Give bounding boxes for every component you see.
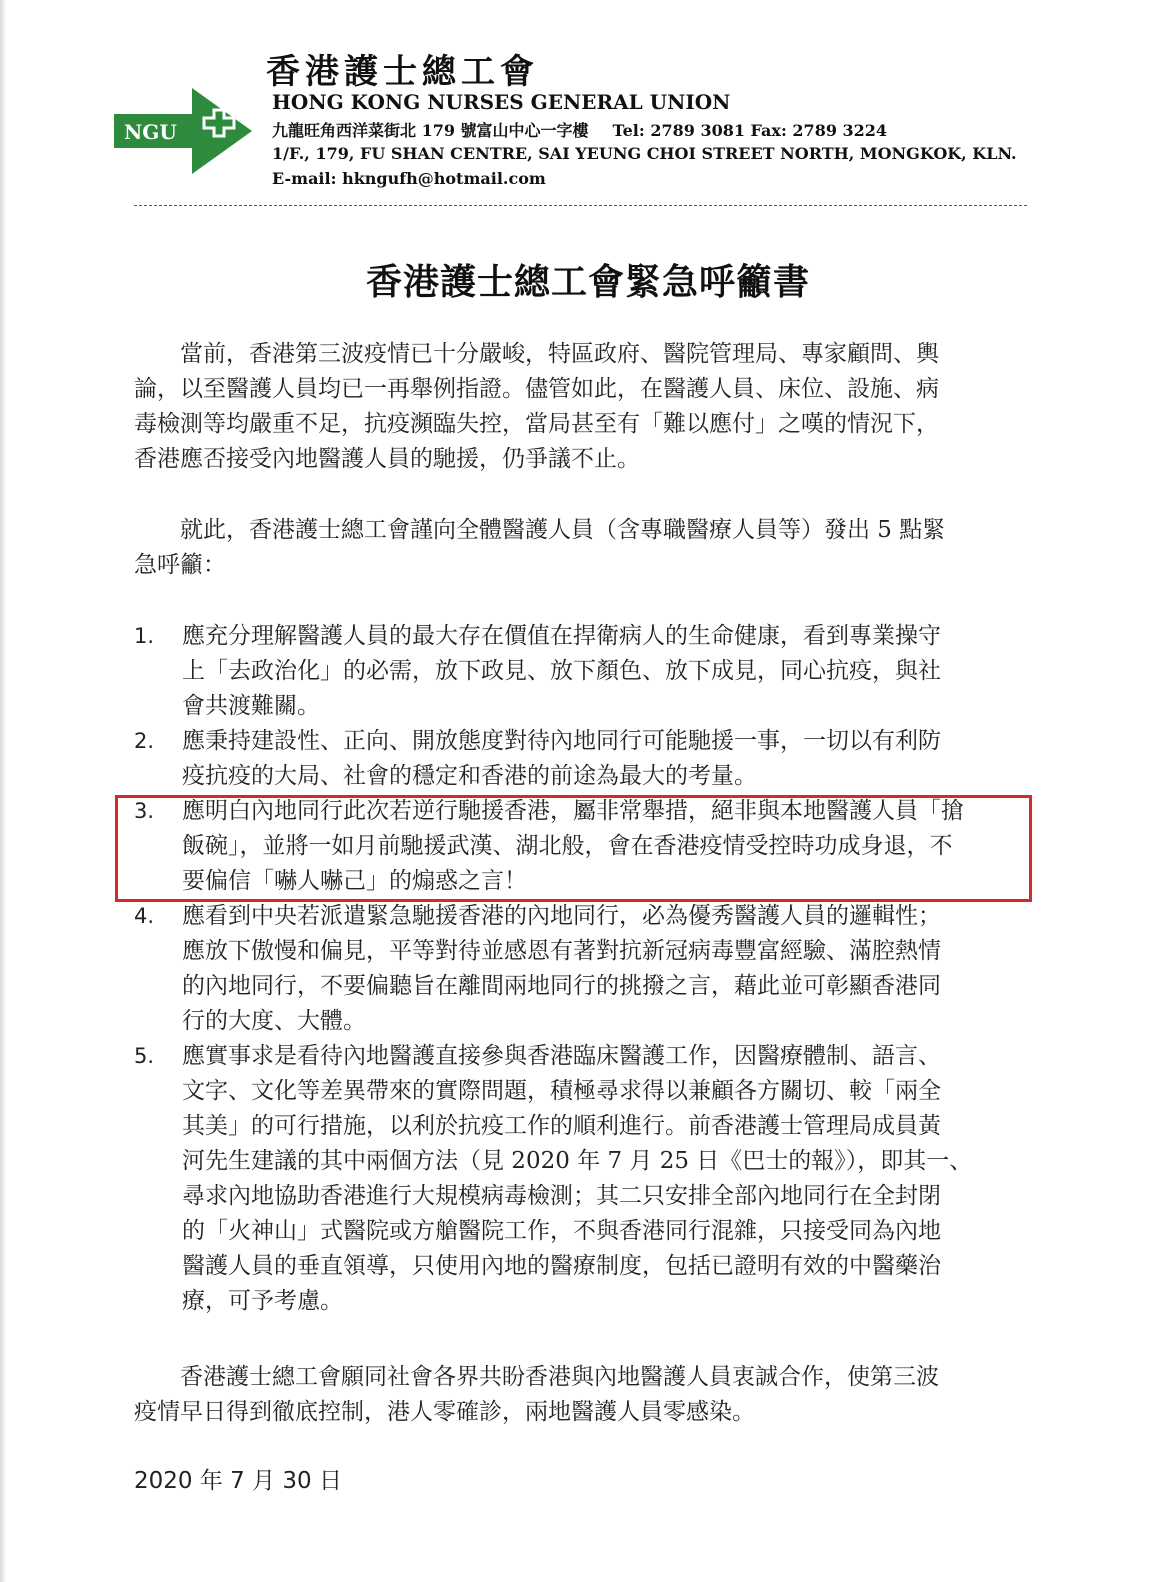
intro-line: 論，以至醫護人員均已一再舉例指證。儘管如此，在醫護人員、床位、設施、病: [134, 376, 939, 402]
item-line: 應實事求是看待內地醫護直接參與香港臨床醫護工作，因醫療體制、語言、: [182, 1043, 941, 1069]
item-line: 應看到中央若派遣緊急馳援香港的內地同行，必為優秀醫護人員的邏輯性；: [182, 903, 941, 929]
intro-line: 當前，香港第三波疫情已十分嚴峻，特區政府、醫院管理局、專家顧問、輿: [180, 341, 939, 367]
appeal-line: 就此，香港護士總工會謹向全體醫護人員（含專職醫療人員等）發出 5 點緊: [180, 517, 946, 543]
closing-line: 香港護士總工會願同社會各界共盼香港與內地醫護人員衷誠合作，使第三波: [180, 1364, 939, 1390]
item-line: 的「火神山」式醫院或方艙醫院工作，不與香港同行混雜，只接受同為內地: [182, 1218, 941, 1244]
item-line: 會共渡難關。: [182, 693, 320, 719]
item-number: 2.: [134, 729, 155, 753]
item-line: 應充分理解醫護人員的最大存在價值在捍衛病人的生命健康，看到專業操守: [182, 623, 941, 649]
page-left-edge: [0, 0, 6, 1582]
intro-line: 毒檢測等均嚴重不足，抗疫瀕臨失控，當局甚至有「難以應付」之嘆的情況下，: [134, 411, 939, 437]
item-line: 應秉持建設性、正向、開放態度對待內地同行可能馳援一事，一切以有利防: [182, 728, 941, 754]
item-line: 應放下傲慢和偏見，平等對待並感恩有著對抗新冠病毒豐富經驗、滿腔熱情: [182, 938, 941, 964]
item-line: 文字、文化等差異帶來的實際問題，積極尋求得以兼顧各方關切、較「兩全: [182, 1078, 941, 1104]
logo-text: NGU: [124, 120, 177, 144]
address-en: 1/F., 179, FU SHAN CENTRE, SAI YEUNG CHOI STREET NORTH, MONGKOK, KLN.: [272, 144, 1017, 163]
list-item: [134, 619, 1034, 724]
ngu-logo: [114, 88, 252, 174]
appeal-list: [134, 619, 1034, 1319]
contact-line-address-zh: [272, 118, 887, 141]
item-line: 要偏信「嚇人嚇己」的煽惑之言！: [182, 868, 527, 894]
closing-paragraph: [134, 1360, 1027, 1430]
item-line: 疫抗疫的大局、社會的穩定和香港的前途為最大的考量。: [182, 763, 757, 789]
item-number: 5.: [134, 1044, 155, 1068]
item-line: 尋求內地協助香港進行大規模病毒檢測；其二只安排全部內地同行在全封閉: [182, 1183, 941, 1209]
item-line: 療，可予考慮。: [182, 1288, 343, 1314]
item-line: 醫護人員的垂直領導，只使用內地的醫療制度，包括已證明有效的中醫藥治: [182, 1253, 941, 1279]
letterhead: [114, 40, 1044, 190]
item-line: 其美」的可行措施，以利於抗疫工作的順利進行。前香港護士管理局成員黃: [182, 1113, 941, 1139]
item-3-highlight-box: [115, 795, 1032, 902]
list-item: [134, 724, 1034, 794]
list-item: [134, 899, 1034, 1039]
closing-line: 疫情早日得到徹底控制，港人零確診，兩地醫護人員零感染。: [134, 1399, 755, 1425]
item-number: 1.: [134, 624, 155, 648]
item-number: 3.: [134, 799, 155, 823]
union-name-en: HONG KONG NURSES GENERAL UNION: [272, 90, 731, 114]
item-line: 行的大度、大體。: [182, 1008, 366, 1034]
appeal-line: 急呼籲：: [134, 552, 226, 578]
address-zh: 九龍旺角西洋菜街北 179 號富山中心一字樓: [272, 121, 589, 140]
item-number: 4.: [134, 904, 155, 928]
item-line: 上「去政治化」的必需，放下政見、放下顏色、放下成見，同心抗疫，與社: [182, 658, 941, 684]
appeal-paragraph: [134, 513, 1027, 583]
list-item: [134, 1039, 1034, 1319]
tel-fax: Tel: 2789 3081 Fax: 2789 3224: [612, 121, 888, 140]
union-name-zh: 香港護士總工會: [266, 52, 539, 92]
item-line: 河先生建議的其中兩個方法（見 2020 年 7 月 25 日《巴士的報》），即其一、: [182, 1148, 973, 1174]
item-line: 應明白內地同行此次若逆行馳援香港，屬非常舉措，絕非與本地醫護人員「搶: [182, 798, 964, 824]
document-title: 香港護士總工會緊急呼籲書: [365, 261, 810, 303]
item-line: 的內地同行，不要偏聽旨在離間兩地同行的挑撥之言，藉此並可彰顯香港同: [182, 973, 941, 999]
document-date: 2020 年 7 月 30 日: [134, 1468, 342, 1494]
email: E-mail: hkngufh@hotmail.com: [272, 169, 546, 188]
intro-paragraph: [134, 337, 1027, 477]
header-divider: [134, 205, 1027, 206]
intro-line: 香港應否接受內地醫護人員的馳援，仍爭議不止。: [134, 446, 640, 472]
item-line: 飯碗」，並將一如月前馳援武漢、湖北般，會在香港疫情受控時功成身退，不: [182, 833, 953, 859]
